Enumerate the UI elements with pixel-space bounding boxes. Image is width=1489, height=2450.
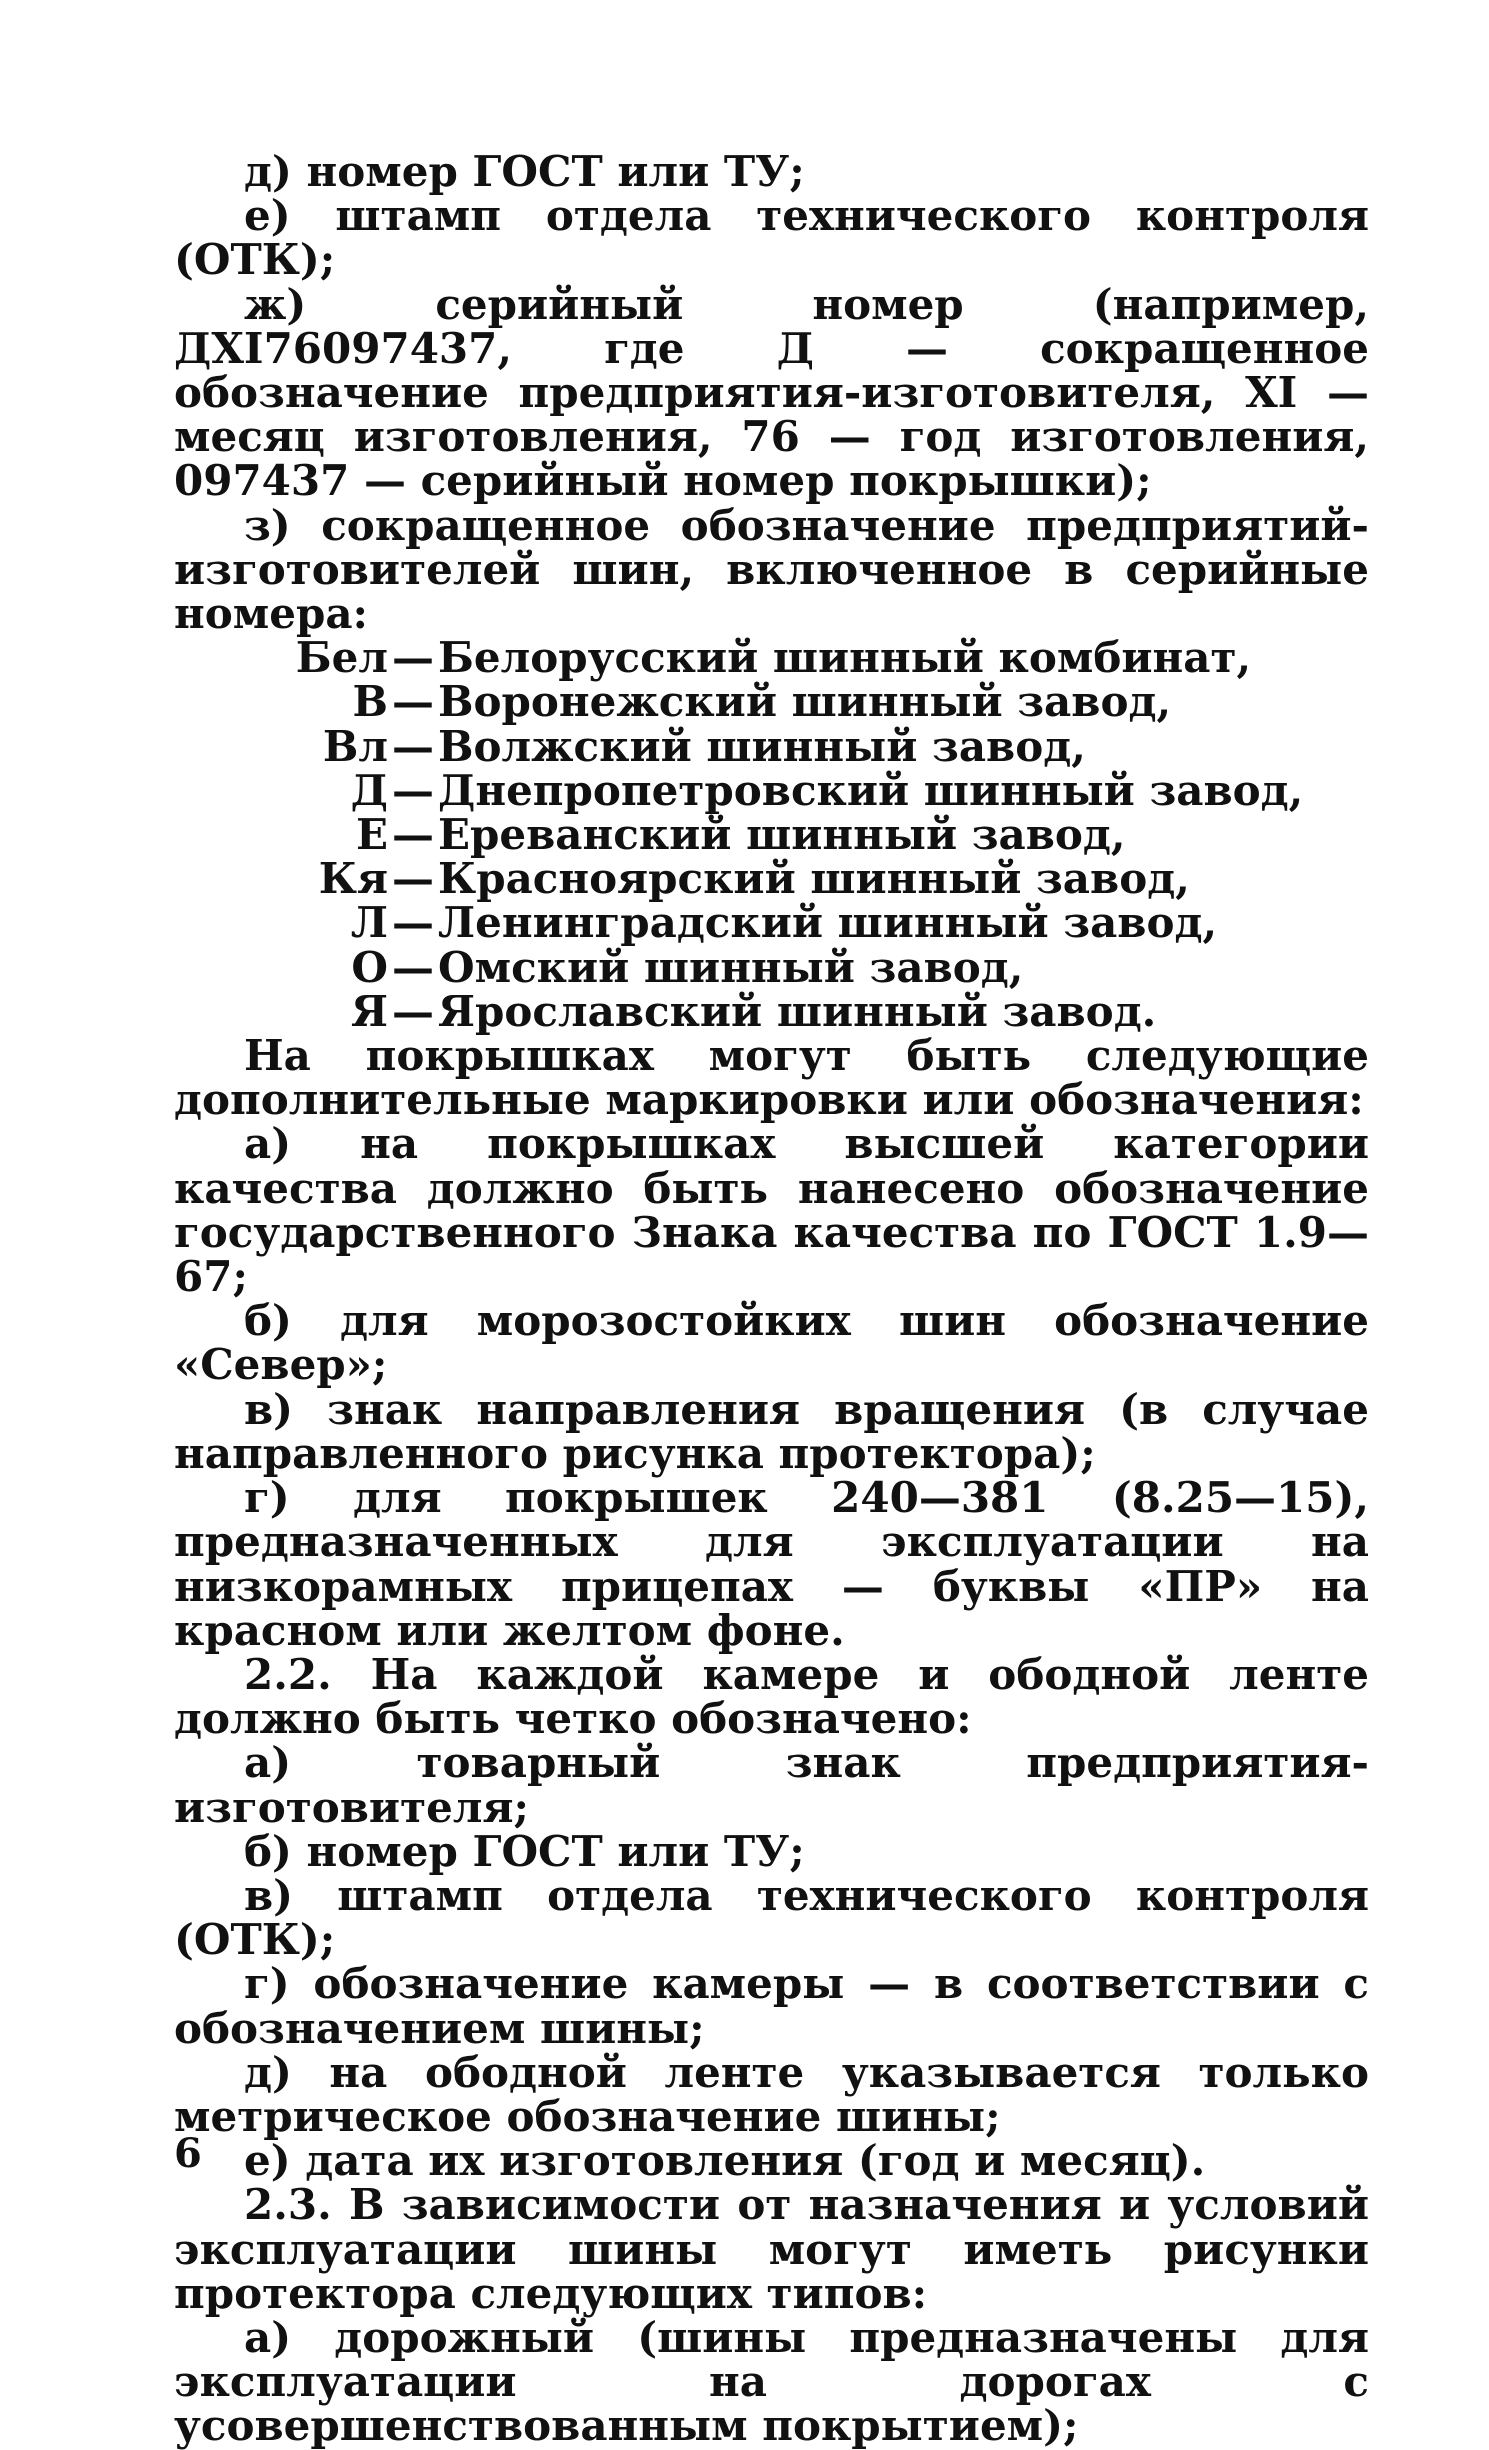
document-page — [174, 147, 1369, 2450]
manufacturer-row — [174, 677, 1369, 727]
manufacturer-name: Ярославский шинный завод. — [438, 986, 1157, 1036]
manufacturer-name: Белорусский шинный комбинат, — [438, 633, 1252, 683]
dash: — — [392, 633, 434, 683]
paragraph-item-a-quality-mark: а) на покрышках высшей категории качества должно быть нанесено обозначение государственного Знака качества по ГОСТ 1.9—67; — [174, 1119, 1369, 1302]
dash: — — [392, 765, 434, 815]
paragraph-item-zh: ж) серийный номер (например, ДХI76097437, где Д — сокращенное обозначение предприятия-изготовителя, XI — месяц изготовления, 76 — год изготовления, 097437 — серийный номер покрышки); — [174, 279, 1369, 506]
manufacturer-code: В — [352, 677, 388, 727]
manufacturer-code: Е — [355, 810, 388, 860]
manufacturer-row — [174, 765, 1369, 815]
paragraph-2-3-a: а) дорожный (шины предназначены для эксплуатации на дорогах с усовершенствованным покрытием); — [174, 2312, 1369, 2450]
dash: — — [392, 986, 434, 1036]
manufacturer-row — [174, 810, 1369, 860]
manufacturer-row — [174, 986, 1369, 1036]
manufacturer-row — [174, 721, 1369, 771]
paragraph-item-v-rotation: в) знак направления вращения (в случае направленного рисунка протектора); — [174, 1384, 1369, 1478]
manufacturer-row — [174, 898, 1369, 948]
paragraph-2-2-e: е) дата их изготовления (год и месяц). — [244, 2136, 1206, 2186]
paragraph-2-2-b: б) номер ГОСТ или ТУ; — [244, 1826, 805, 1876]
manufacturer-code: Бел — [295, 633, 388, 683]
manufacturer-row — [174, 633, 1369, 683]
paragraph-2-2-a: а) товарный знак предприятия-изготовителя; — [174, 1738, 1369, 1832]
paragraph-item-z: з) сокращенное обозначение предприятий-изготовителей шин, включенное в серийные номера: — [174, 500, 1369, 639]
dash: — — [392, 898, 434, 948]
manufacturer-code: Вл — [322, 721, 388, 771]
dash: — — [392, 810, 434, 860]
manufacturer-name: Красноярский шинный завод, — [438, 854, 1190, 904]
paragraph-item-d: д) номер ГОСТ или ТУ; — [244, 147, 805, 196]
paragraph-additional-markings: На покрышках могут быть следующие дополнительные маркировки или обозначения: — [174, 1031, 1369, 1125]
manufacturer-code: Кя — [318, 854, 388, 904]
paragraph-section-2-3: 2.3. В зависимости от назначения и условий эксплуатации шины могут иметь рисунки протектора следующих типов: — [174, 2180, 1369, 2318]
dash: — — [392, 677, 434, 727]
paragraph-item-b-frost: б) для морозостойких шин обозначение «Север»; — [174, 1296, 1369, 1390]
manufacturer-row — [174, 942, 1369, 992]
manufacturer-name: Днепропетровский шинный завод, — [438, 765, 1304, 815]
paragraph-2-2-d: д) на ободной ленте указывается только метрическое обозначение шины; — [174, 2047, 1369, 2141]
dash: — — [392, 854, 434, 904]
manufacturer-name: Омский шинный завод, — [438, 942, 1024, 992]
manufacturer-name: Воронежский шинный завод, — [438, 677, 1172, 727]
manufacturer-name: Ереванский шинный завод, — [438, 810, 1126, 860]
paragraph-section-2-2: 2.2. На каждой камере и ободной ленте должно быть четко обозначено: — [174, 1649, 1369, 1744]
manufacturer-name: Волжский шинный завод, — [438, 721, 1086, 771]
manufacturer-code: Я — [350, 986, 388, 1036]
manufacturer-code: О — [351, 942, 388, 992]
manufacturer-list — [174, 633, 1369, 1036]
paragraph-item-e: е) штамп отдела технического контроля (ОТК); — [174, 191, 1369, 285]
paragraph-item-g-pr: г) для покрышек 240—381 (8.25—15), предназначенных для эксплуатации на низкорамных прицепах — буквы «ПР» на красном или желтом фоне. — [174, 1473, 1369, 1655]
dash: — — [392, 721, 434, 771]
paragraph-2-2-g: г) обозначение камеры — в соответствии с обозначением шины; — [174, 1959, 1369, 2053]
manufacturer-code: Л — [350, 898, 388, 948]
dash: — — [392, 942, 434, 992]
paragraph-2-2-v: в) штамп отдела технического контроля (ОТК); — [174, 1870, 1369, 1965]
manufacturer-code: Д — [350, 765, 388, 815]
page-number: 6 — [174, 2130, 202, 2177]
manufacturer-name: Ленинградский шинный завод, — [438, 898, 1218, 948]
manufacturer-row — [174, 854, 1369, 904]
